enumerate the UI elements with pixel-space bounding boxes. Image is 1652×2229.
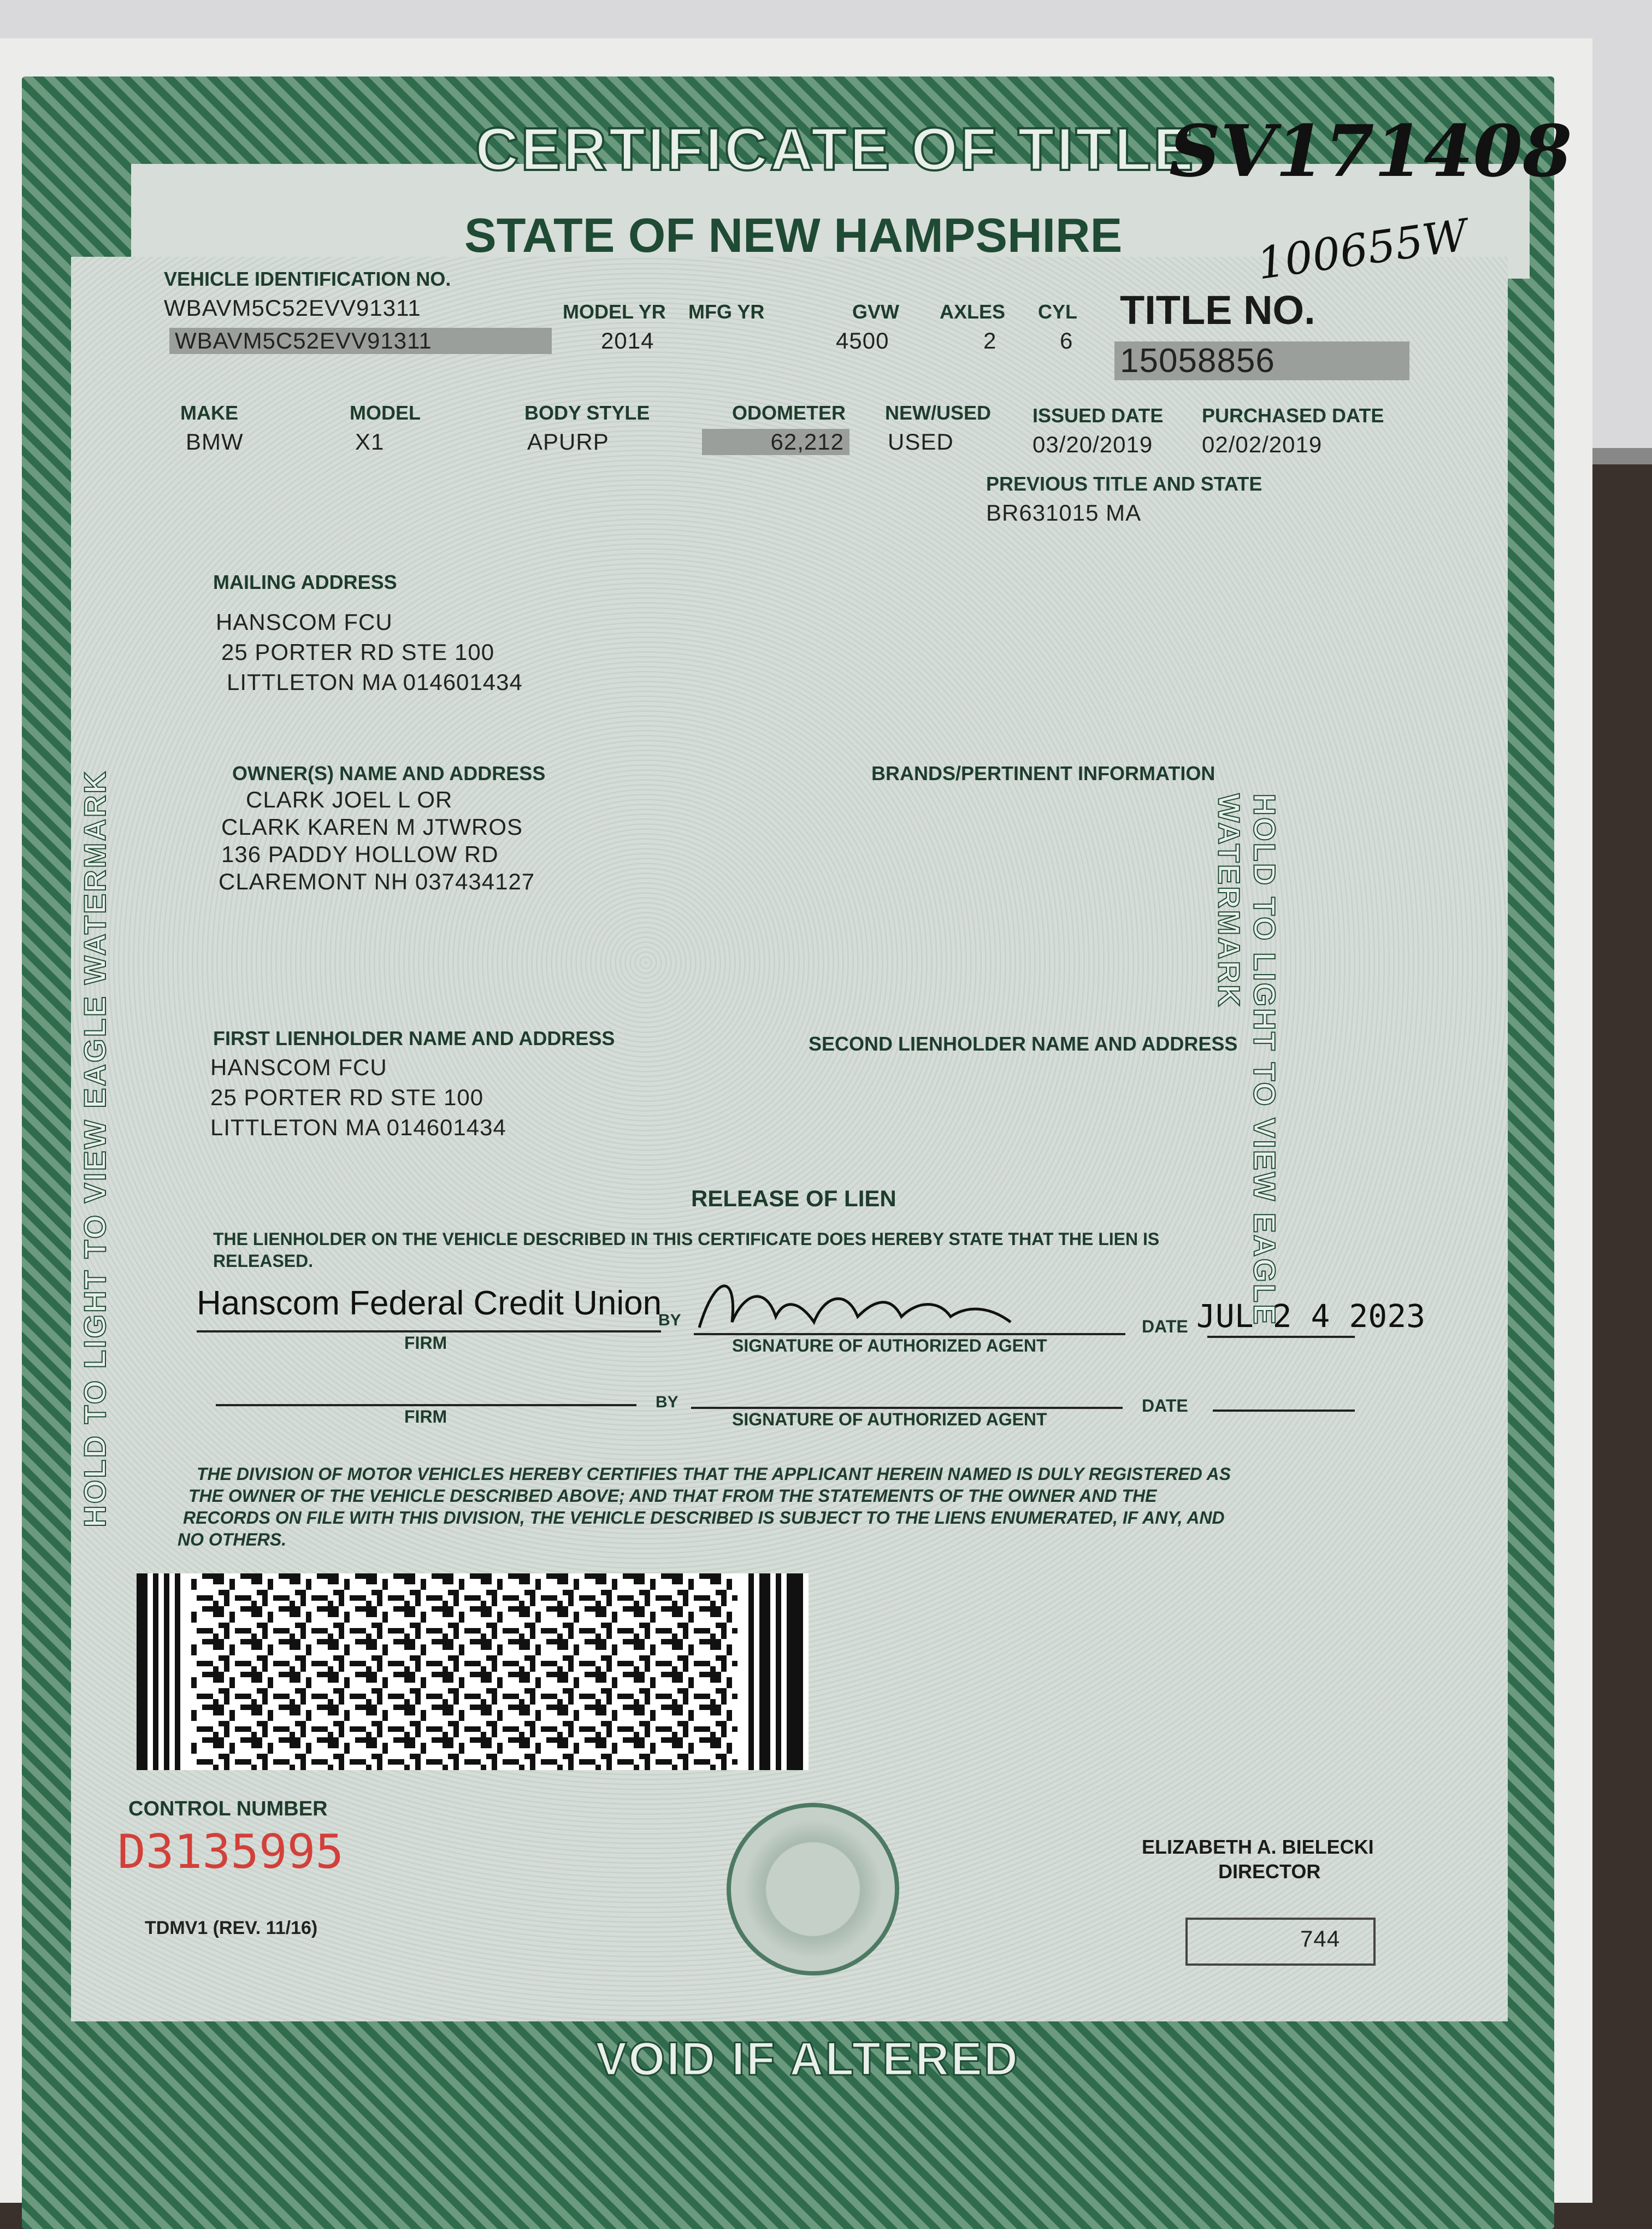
owner-line: CLARK JOEL L OR <box>246 787 453 812</box>
odometer-value: 62,212 <box>702 429 849 455</box>
owner-label: OWNER(S) NAME AND ADDRESS <box>232 762 546 785</box>
director-name: ELIZABETH A. BIELECKI <box>1142 1836 1374 1858</box>
first-lienholder-line: HANSCOM FCU <box>210 1054 387 1080</box>
make-label: MAKE <box>180 402 238 424</box>
gvw-label: GVW <box>852 300 899 323</box>
cyl-label: CYL <box>1038 300 1077 323</box>
first-lienholder-label: FIRST LIENHOLDER NAME AND ADDRESS <box>213 1027 615 1049</box>
certificate-title: CERTIFICATE OF TITLE <box>475 116 1196 183</box>
vin-label: VEHICLE IDENTIFICATION NO. <box>164 268 451 290</box>
number-box <box>1185 1918 1376 1966</box>
first-lienholder-line: 25 PORTER RD STE 100 <box>210 1084 484 1110</box>
signature-label: SIGNATURE OF AUTHORIZED AGENT <box>732 1336 1047 1355</box>
owner-line: 136 PADDY HOLLOW RD <box>221 841 499 867</box>
certify-text: THE OWNER OF THE VEHICLE DESCRIBED ABOVE; AND THAT FROM THE STATEMENTS OF THE OWNER AND THE <box>188 1486 1157 1506</box>
mailing-line: 25 PORTER RD STE 100 <box>221 639 495 665</box>
brands-label: BRANDS/PERTINENT INFORMATION <box>871 762 1216 785</box>
certify-text: THE DIVISION OF MOTOR VEHICLES HEREBY CERTIFIES THAT THE APPLICANT HEREIN NAMED IS DULY REGISTERED AS <box>197 1464 1231 1484</box>
mailing-line: HANSCOM FCU <box>216 609 393 635</box>
handwritten-stock-number: SV171408 <box>1169 109 1572 193</box>
void-if-altered: VOID IF ALTERED <box>595 2033 1019 2085</box>
release-title: RELEASE OF LIEN <box>691 1186 896 1211</box>
model-yr-value: 2014 <box>601 328 654 353</box>
box-number: 744 <box>1300 1926 1341 1951</box>
previous-title-label: PREVIOUS TITLE AND STATE <box>986 473 1262 495</box>
body-style-label: BODY STYLE <box>524 402 650 424</box>
release-text: RELEASED. <box>213 1251 314 1271</box>
first-lienholder-line: LITTLETON MA 014601434 <box>210 1114 506 1140</box>
new-used-label: NEW/USED <box>885 402 992 424</box>
model-yr-label: MODEL YR <box>563 300 666 323</box>
title-no-value: 15058856 <box>1114 341 1409 380</box>
release-text: THE LIENHOLDER ON THE VEHICLE DESCRIBED IN THIS CERTIFICATE DOES HEREBY STATE THAT THE LIEN IS <box>213 1229 1160 1249</box>
right-watermark-note: HOLD TO LIGHT TO VIEW EAGLE WATERMARK <box>1212 793 1282 1326</box>
model-label: MODEL <box>350 402 421 424</box>
mailing-address-label: MAILING ADDRESS <box>213 571 397 593</box>
cyl-value: 6 <box>1060 328 1073 353</box>
odometer-label: ODOMETER <box>732 402 846 424</box>
handwritten-note: 100655W <box>1254 209 1471 290</box>
title-document <box>0 38 1592 2203</box>
left-watermark-note: HOLD TO LIGHT TO VIEW EAGLE WATERMARK <box>77 770 112 1528</box>
model-value: X1 <box>355 429 385 455</box>
signature-line <box>694 1333 1125 1335</box>
gvw-value: 4500 <box>836 328 889 353</box>
mfg-yr-label: MFG YR <box>688 300 765 323</box>
state-seal <box>727 1803 899 1976</box>
title-no-label: TITLE NO. <box>1120 287 1315 333</box>
second-lienholder-label: SECOND LIENHOLDER NAME AND ADDRESS <box>809 1033 1238 1055</box>
firm-name: Hanscom Federal Credit Union <box>197 1284 662 1322</box>
purchased-date-label: PURCHASED DATE <box>1202 404 1384 427</box>
date-stamp: JUL 2 4 2023 <box>1196 1298 1426 1335</box>
certify-text: NO OTHERS. <box>178 1530 287 1549</box>
signature-line-2 <box>691 1407 1123 1409</box>
axles-value: 2 <box>983 328 997 353</box>
by-label: BY <box>658 1311 681 1329</box>
by-label-2: BY <box>656 1393 678 1411</box>
owner-line: CLAREMONT NH 037434127 <box>219 869 535 894</box>
make-value: BMW <box>186 429 244 455</box>
firm-label-2: FIRM <box>404 1407 447 1426</box>
firm-line <box>197 1330 661 1332</box>
date-label: DATE <box>1142 1317 1188 1336</box>
owner-line: CLARK KAREN M JTWROS <box>221 814 523 840</box>
control-number: D3135995 <box>117 1825 344 1879</box>
mailing-line: LITTLETON MA 014601434 <box>227 669 523 695</box>
firm-line-2 <box>216 1404 636 1406</box>
date-label-2: DATE <box>1142 1396 1188 1416</box>
purchased-date-value: 02/02/2019 <box>1202 432 1323 457</box>
form-id: TDMV1 (REV. 11/16) <box>145 1918 318 1938</box>
director-title: DIRECTOR <box>1218 1860 1321 1883</box>
vin-line-2: WBAVM5C52EVV91311 <box>169 328 552 354</box>
new-used-value: USED <box>888 429 954 455</box>
previous-title-value: BR631015 MA <box>986 500 1142 526</box>
signature-label-2: SIGNATURE OF AUTHORIZED AGENT <box>732 1410 1047 1429</box>
state-name: STATE OF NEW HAMPSHIRE <box>464 208 1123 262</box>
issued-date-value: 03/20/2019 <box>1032 432 1153 457</box>
body-style-value: APURP <box>527 429 609 455</box>
control-number-label: CONTROL NUMBER <box>128 1797 328 1820</box>
issued-date-label: ISSUED DATE <box>1032 404 1164 427</box>
vin-line-1: WBAVM5C52EVV91311 <box>164 295 421 321</box>
pdf417-barcode <box>137 1573 809 1770</box>
axles-label: AXLES <box>940 300 1006 323</box>
firm-label: FIRM <box>404 1333 447 1353</box>
certify-text: RECORDS ON FILE WITH THIS DIVISION, THE VEHICLE DESCRIBED IS SUBJECT TO THE LIENS ENUMERATED, IF ANY, AND <box>183 1508 1225 1528</box>
